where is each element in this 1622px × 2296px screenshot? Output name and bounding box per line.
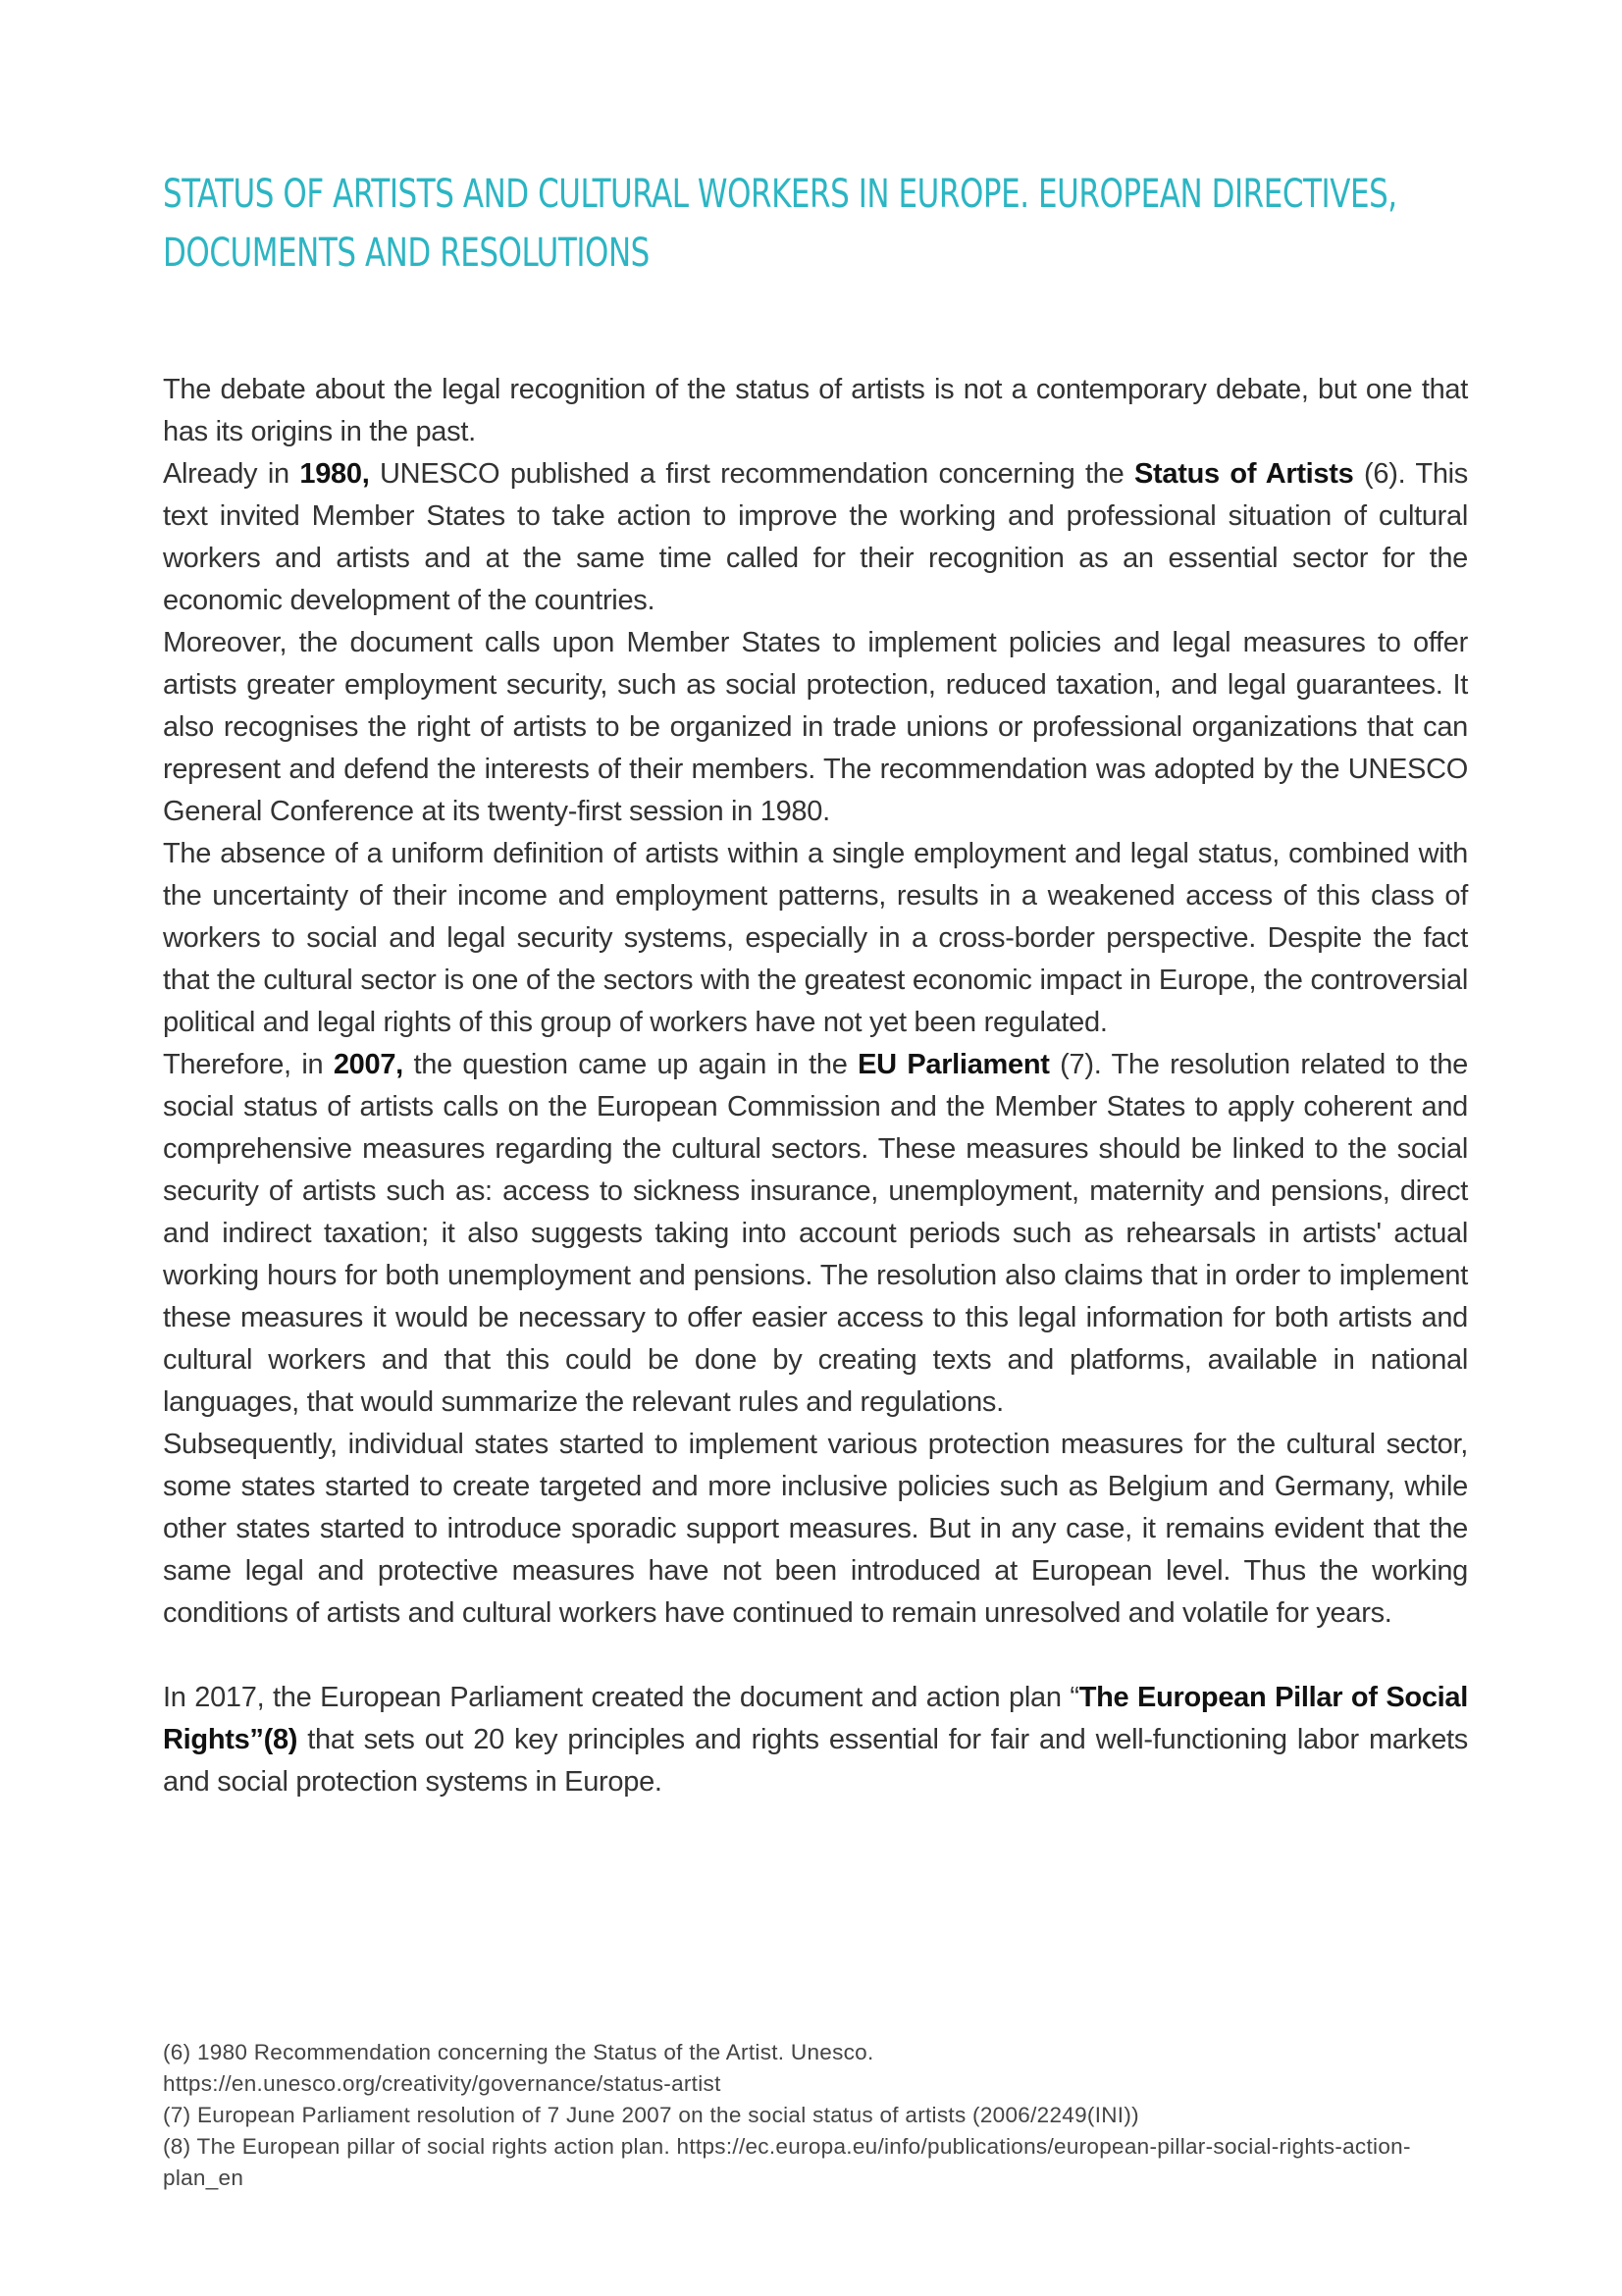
text-run: the question came up again in the xyxy=(402,1049,859,1080)
text-run: (6). This text invited Member States to take action to improve the working and professional situation of cultural workers and artists and at the same time called for their recognition as an essential sector for the economic development of the countries. xyxy=(163,458,1468,616)
bold-pillar-of-social-rights: The European Pillar of Social Rights”(8) xyxy=(163,1682,1468,1755)
bold-eu-parliament: EU Parliament xyxy=(858,1049,1050,1080)
paragraph-5 xyxy=(163,1044,1468,1424)
text-run: In 2017, the European Parliament created the document and action plan “ xyxy=(163,1682,1079,1713)
text-run: Therefore, in xyxy=(163,1049,334,1080)
paragraph-3: Moreover, the document calls upon Member States to implement policies and legal measures to offer artists greater employment security, such as social protection, reduced taxation, and legal guarantees. It also recognises the right of artists to be organized in trade unions or professional organizations that can represent and defend the interests of their members. The recommendation was adopted by the UNESCO General Conference at its twenty-first session in 1980. xyxy=(163,627,1468,827)
article-body xyxy=(163,369,1468,1803)
footnote-8[interactable]: (8) The European pillar of social rights action plan. https://ec.europa.eu/info/publications/european-pillar-social-rights-action-plan_en xyxy=(163,2134,1411,2190)
footnote-7: (7) European Parliament resolution of 7 June 2007 on the social status of artists (2006/2249(INI)) xyxy=(163,2103,1139,2127)
text-run: that sets out 20 key principles and rights essential for fair and well-functioning labor markets and social protection systems in Europe. xyxy=(163,1724,1468,1798)
paragraph-2 xyxy=(163,453,1468,622)
text-run: UNESCO published a first recommendation concerning the xyxy=(369,458,1134,490)
footnote-6-link[interactable]: https://en.unesco.org/creativity/governance/status-artist xyxy=(163,2071,721,2096)
page-content xyxy=(163,165,1468,1803)
footnote-6: (6) 1980 Recommendation concerning the Status of the Artist. Unesco. xyxy=(163,2040,874,2064)
page-title: STATUS OF ARTISTS AND CULTURAL WORKERS IN EUROPE. EUROPEAN DIRECTIVES, DOCUMENTS AND RESOLUTIONS xyxy=(163,172,1397,276)
paragraph-4: The absence of a uniform definition of artists within a single employment and legal status, combined with the uncertainty of their income and employment patterns, results in a weakened access of this class of workers to social and legal security systems, especially in a cross-border perspective. Despite the fact that the cultural sector is one of the sectors with the greatest economic impact in Europe, the controversial political and legal rights of this group of workers have not yet been regulated. xyxy=(163,838,1468,1038)
text-run: (7). The resolution related to the social status of artists calls on the European Commission and the Member States to apply coherent and comprehensive measures regarding the cultural sectors. These measures should be linked to the social security of artists such as: access to sickness insurance, unemployment, maternity and pensions, direct and indirect taxation; it also suggests taking into account periods such as rehearsals in artists' actual working hours for both unemployment and pensions. The resolution also claims that in order to implement these measures it would be necessary to offer easier access to this legal information for both artists and cultural workers and that this could be done by creating texts and platforms, available in national languages, that would summarize the relevant rules and regulations. xyxy=(163,1049,1468,1418)
paragraph-1: The debate about the legal recognition of the status of artists is not a contemporary debate, but one that has its origins in the past. xyxy=(163,374,1468,447)
footnotes xyxy=(163,2037,1468,2194)
bold-year-1980: 1980, xyxy=(299,458,370,490)
paragraph-7 xyxy=(163,1677,1468,1803)
bold-year-2007: 2007, xyxy=(333,1049,403,1080)
paragraph-6: Subsequently, individual states started to implement various protection measures for the cultural sector, some states started to create targeted and more inclusive policies such as Belgium and Germany, while other states started to introduce sporadic support measures. But in any case, it remains evident that the same legal and protective measures have not been introduced at European level. Thus the working conditions of artists and cultural workers have continued to remain unresolved and volatile for years. xyxy=(163,1429,1468,1629)
text-run: Already in xyxy=(163,458,300,490)
bold-status-of-artists: Status of Artists xyxy=(1134,458,1354,490)
